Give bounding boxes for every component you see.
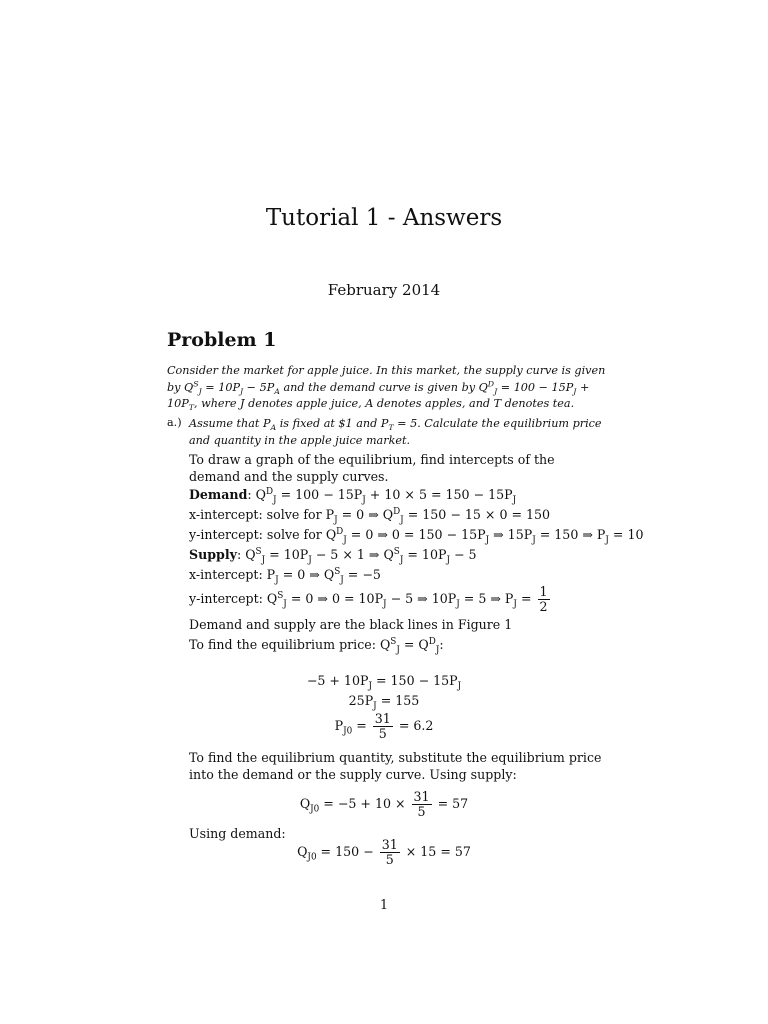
part-a-question: Assume that $P_A$ is fixed at $1 and $P_T = 5$. Calculate the equilibrium price and quantity in the apple juice market.	[189, 417, 602, 447]
supply-label: Supply	[189, 547, 237, 562]
equation-demand-quantity: $Q_{J0} = 150$ − $\frac{31}{5}$ × 15 = 57	[297, 837, 471, 867]
equilibrium-price-intro: To find the equilibrium price: $Q^S_J = Q^D_J$:	[189, 636, 444, 656]
figure-reference: Demand and supply are the black lines in Figure 1	[189, 617, 513, 632]
supply-x-intercept: x-intercept: $P_J = 0$ ⇒ $Q^S_J = -5$	[189, 566, 381, 586]
demand-x-intercept: x-intercept: solve for $P_J = 0$ ⇒ $Q^D_J = 150 - 15 \times 0 = 150$	[189, 506, 551, 526]
problem-intro: Consider the market for apple juice. In this market, the supply curve is given by $Q^S_J = 10P_J - 5P_A$ and the demand curve is given by $Q^D_J = 100 - 15P_J + 10P_T$, where J denotes apple juice, A denotes apples, and T denotes tea.	[167, 364, 606, 413]
page-title: Tutorial 1 - Answers	[265, 205, 503, 231]
equilibrium-quantity-intro: To find the equilibrium quantity, substitute the equilibrium price into the demand or the supply curve. Using supply:	[189, 750, 602, 782]
supply-equation: Supply: $Q^S_J = 10P_J - 5 \times 1$ ⇒ $Q^S_J = 10P_J - 5$	[189, 546, 477, 566]
equation-supply-quantity: $Q_{J0} = -5 + 10$ × $\frac{31}{5}$ = 57	[299, 789, 469, 819]
equation-2: $25P_J = 155$	[348, 693, 420, 712]
problem-heading: Problem 1	[167, 329, 277, 351]
page-number: 1	[379, 897, 388, 912]
demand-equation: Demand: $Q^D_J = 100 - 15P_J + 10 \times 5 = 150 - 15P_J$	[189, 486, 517, 506]
supply-y-intercept: y-intercept: $Q^S_J = 0$ ⇒ $0 = 10P_J - 5$ ⇒ $10P_J = 5$ ⇒ $P_J$ = $\frac{1}{2}$	[189, 584, 548, 614]
equation-1: $-5 + 10P_J = 150 - 15P_J$	[306, 673, 462, 692]
using-demand-label: Using demand:	[189, 826, 286, 841]
equation-3: $P_{J0}$ = $\frac{31}{5}$ = 6.2	[334, 711, 434, 741]
graph-intro: To draw a graph of the equilibrium, find intercepts of the demand and the supply curves.	[189, 452, 555, 484]
document-date: February 2014	[327, 281, 441, 299]
demand-label: Demand	[189, 487, 248, 502]
part-a-label: a.)	[167, 416, 182, 429]
demand-y-intercept: y-intercept: solve for $Q^D_J = 0$ ⇒ $0 = 150 - 15P_J$ ⇒ $15P_J = 150$ ⇒ $P_J = 10$	[189, 526, 644, 546]
